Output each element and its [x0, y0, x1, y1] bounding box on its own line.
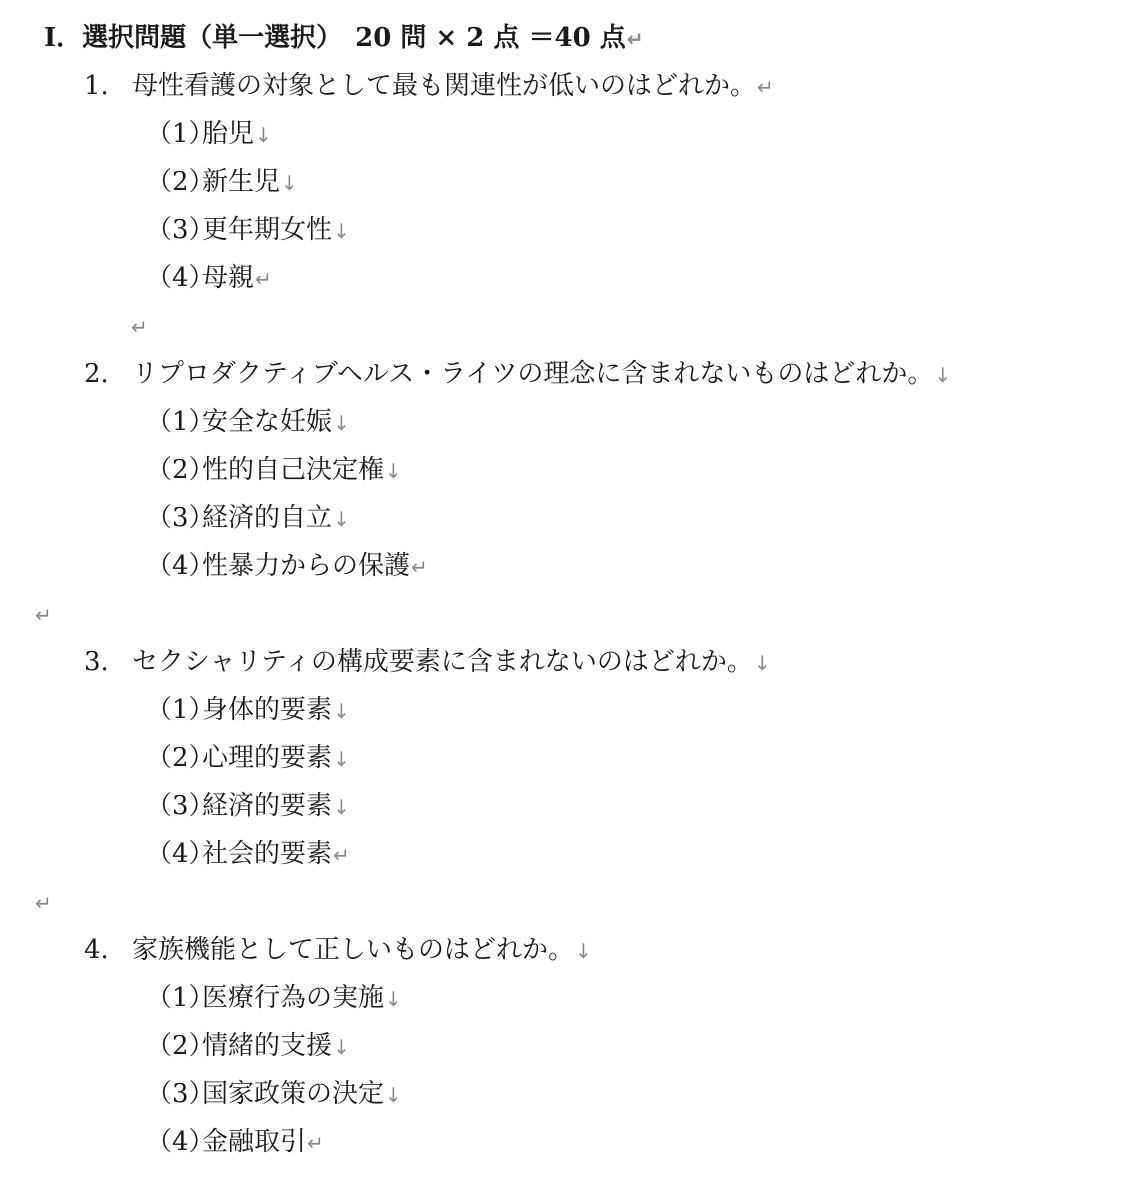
paragraph-mark: ↵	[411, 555, 428, 579]
option-item	[146, 1074, 402, 1114]
option-item	[146, 786, 350, 826]
line-break-mark: ↓	[575, 939, 592, 963]
question-text: 母性看護の対象として最も関連性が低いのはどれか。	[132, 71, 757, 101]
question-1	[84, 66, 774, 106]
question-2	[84, 354, 951, 394]
line-break-mark: ↓	[255, 123, 272, 147]
option-text: 医療行為の実施	[202, 983, 385, 1013]
question-number: 4.	[84, 935, 109, 965]
question-4	[84, 930, 592, 970]
paragraph-mark: ↵	[131, 315, 148, 339]
paragraph-mark: ↵	[35, 891, 52, 915]
option-number: （4）	[146, 551, 215, 581]
option-item	[146, 834, 350, 874]
option-text: 心理的要素	[202, 743, 333, 773]
option-text: 安全な妊娠	[202, 407, 333, 437]
option-text: 胎児	[202, 119, 255, 149]
question-number: 1.	[84, 71, 109, 101]
paragraph-mark: ↵	[35, 603, 52, 627]
paragraph-mark: ↵	[333, 843, 350, 867]
option-text: 性的自己決定権	[202, 455, 385, 485]
line-break-mark: ↓	[333, 795, 350, 819]
line-break-mark: ↓	[333, 747, 350, 771]
option-item	[146, 738, 350, 778]
option-text: 身体的要素	[202, 695, 333, 725]
line-break-mark: ↓	[385, 459, 402, 483]
option-text: 経済的要素	[202, 791, 333, 821]
option-number: （3）	[146, 791, 215, 821]
line-break-mark: ↓	[333, 699, 350, 723]
option-number: （4）	[146, 839, 215, 869]
question-text: 家族機能として正しいものはどれか。	[132, 935, 575, 965]
option-number: （2）	[146, 743, 215, 773]
option-number: （1）	[146, 407, 215, 437]
section-heading	[44, 18, 643, 58]
option-item	[146, 210, 350, 250]
option-item	[146, 978, 402, 1018]
option-text: 性暴力からの保護	[202, 551, 411, 581]
blank-line	[34, 594, 52, 634]
paragraph-mark: ↵	[255, 267, 272, 291]
option-number: （1）	[146, 119, 215, 149]
option-text: 経済的自立	[202, 503, 333, 533]
option-item	[146, 1122, 324, 1162]
option-number: （1）	[146, 695, 215, 725]
option-number: （3）	[146, 503, 215, 533]
option-text: 国家政策の決定	[202, 1079, 385, 1109]
option-item	[146, 450, 402, 490]
line-break-mark: ↓	[333, 507, 350, 531]
option-item	[146, 546, 428, 586]
line-break-mark: ↓	[333, 219, 350, 243]
option-number: （4）	[146, 1127, 215, 1157]
option-text: 情緒的支援	[202, 1031, 333, 1061]
option-item	[146, 402, 350, 442]
line-break-mark: ↓	[934, 363, 952, 387]
blank-line	[34, 882, 52, 922]
option-number: （3）	[146, 1079, 215, 1109]
option-text: 新生児	[202, 167, 281, 197]
option-text: 更年期女性	[202, 215, 333, 245]
line-break-mark: ↓	[281, 171, 298, 195]
question-3	[84, 642, 771, 682]
option-text: 母親	[202, 263, 255, 293]
blank-line	[130, 306, 148, 346]
option-item	[146, 498, 350, 538]
question-text: リプロダクティブヘルス・ライツの理念に含まれないものはどれか。	[132, 359, 934, 389]
paragraph-mark: ↵	[307, 1131, 324, 1155]
option-item	[146, 258, 272, 298]
option-item	[146, 162, 298, 202]
option-number: （2）	[146, 455, 215, 485]
option-number: （4）	[146, 263, 215, 293]
option-item	[146, 114, 272, 154]
paragraph-mark: ↵	[757, 75, 774, 99]
option-text: 社会的要素	[202, 839, 333, 869]
question-number: 3.	[84, 647, 109, 677]
option-text: 金融取引	[202, 1127, 307, 1157]
section-heading-text: Ⅰ．選択問題（単一選択） 20 問 × 2 点 ＝40 点	[44, 23, 626, 53]
line-break-mark: ↓	[753, 651, 771, 675]
option-number: （1）	[146, 983, 215, 1013]
paragraph-mark: ↵	[626, 27, 644, 51]
line-break-mark: ↓	[333, 411, 350, 435]
line-break-mark: ↓	[385, 987, 402, 1011]
option-number: （2）	[146, 167, 215, 197]
line-break-mark: ↓	[385, 1083, 402, 1107]
option-item	[146, 1026, 350, 1066]
question-text: セクシャリティの構成要素に含まれないのはどれか。	[132, 647, 753, 677]
option-item	[146, 690, 350, 730]
option-number: （2）	[146, 1031, 215, 1061]
line-break-mark: ↓	[333, 1035, 350, 1059]
question-number: 2.	[84, 359, 109, 389]
option-number: （3）	[146, 215, 215, 245]
